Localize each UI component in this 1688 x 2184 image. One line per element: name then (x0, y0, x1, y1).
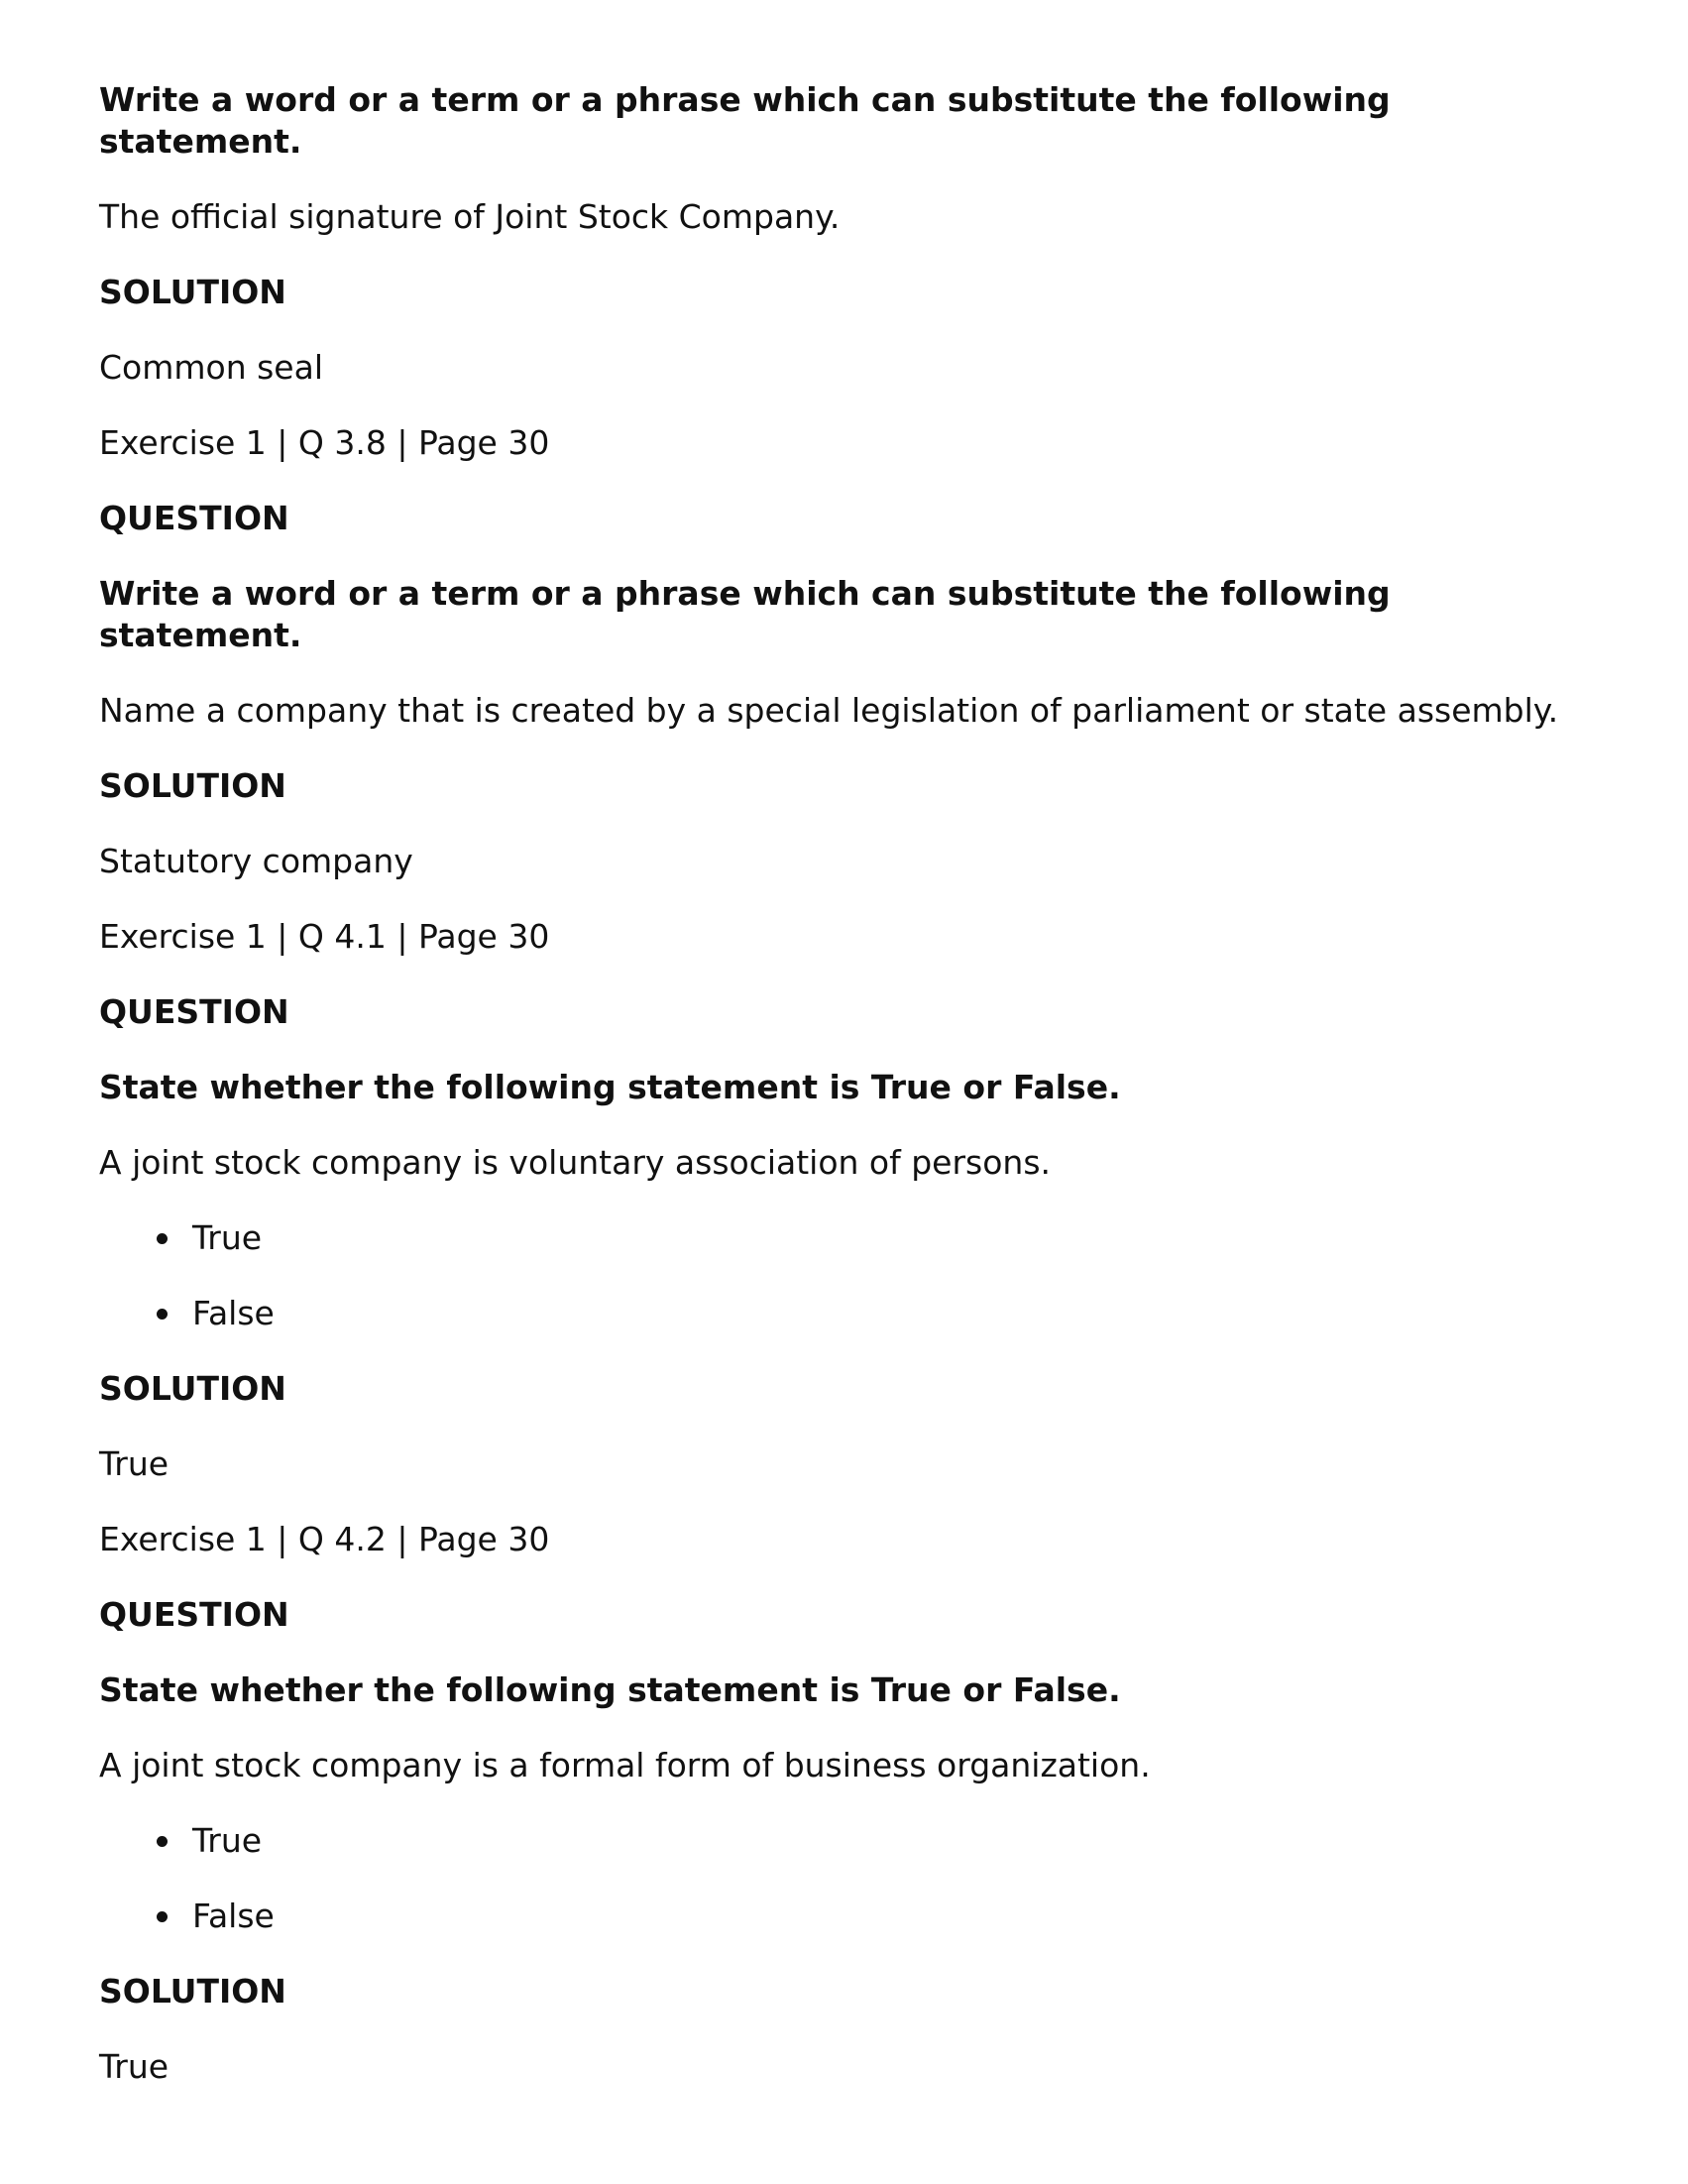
bullet-icon (157, 1836, 168, 1847)
bullet-icon (157, 1911, 168, 1922)
exercise-reference: Exercise 1 | Q 4.1 | Page 30 (99, 917, 550, 956)
option-label: False (192, 1897, 275, 1935)
solution-answer: True (99, 1444, 169, 1483)
solution-heading: SOLUTION (99, 766, 286, 805)
solution-heading: SOLUTION (99, 1972, 286, 2011)
solution-answer: True (99, 2047, 169, 2086)
exercise-reference: Exercise 1 | Q 3.8 | Page 30 (99, 423, 550, 462)
question-statement: A joint stock company is a formal form of business organization. (99, 1746, 1151, 1784)
question-instruction: State whether the following statement is True or False. (99, 1670, 1121, 1709)
option-label: False (192, 1294, 275, 1332)
exercise-reference: Exercise 1 | Q 4.2 | Page 30 (99, 1520, 550, 1558)
bullet-icon (157, 1309, 168, 1320)
question-statement: The official signature of Joint Stock Company. (99, 197, 841, 236)
answer-options (99, 1820, 1629, 1937)
question-statement: A joint stock company is voluntary association of persons. (99, 1143, 1052, 1182)
question-instruction: State whether the following statement is True or False. (99, 1068, 1121, 1106)
answer-options (99, 1217, 1629, 1334)
option-item (99, 1293, 1629, 1334)
solution-heading: SOLUTION (99, 1369, 286, 1408)
question-instruction: Write a word or a term or a phrase which can substitute the following statement. (99, 80, 1391, 161)
option-label: True (192, 1218, 263, 1257)
bullet-icon (157, 1233, 168, 1244)
question-instruction: Write a word or a term or a phrase which can substitute the following statement. (99, 574, 1391, 654)
option-label: True (192, 1821, 263, 1860)
solution-heading: SOLUTION (99, 273, 286, 311)
option-item (99, 1820, 1629, 1862)
question-heading: QUESTION (99, 1595, 289, 1634)
solution-answer: Statutory company (99, 842, 413, 880)
question-statement: Name a company that is created by a special legislation of parliament or state assembly. (99, 691, 1559, 730)
question-heading: QUESTION (99, 992, 289, 1031)
option-item (99, 1896, 1629, 1937)
solution-answer: Common seal (99, 348, 324, 387)
option-item (99, 1217, 1629, 1259)
question-heading: QUESTION (99, 499, 289, 537)
